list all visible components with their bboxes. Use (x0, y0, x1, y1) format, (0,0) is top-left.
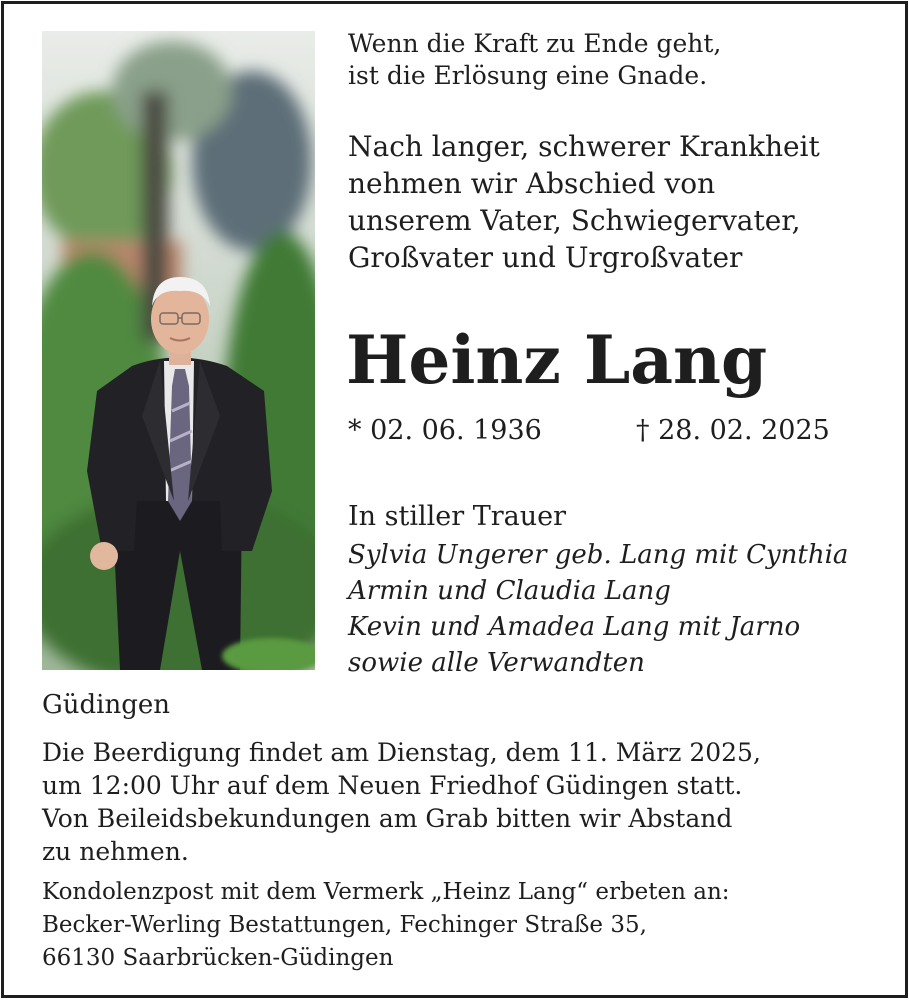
death-date: † 28. 02. 2025 (636, 415, 830, 446)
intro-line: Nach langer, schwerer Krankheit (348, 130, 820, 163)
place-name: Güdingen (42, 690, 170, 720)
portrait-photo (42, 31, 315, 670)
mourner-line: sowie alle Verwandten (348, 648, 645, 678)
intro-line: unserem Vater, Schwiegervater, (348, 204, 801, 237)
intro-line: Großvater und Urgroßvater (348, 241, 743, 274)
mourning-title: In stiller Trauer (348, 501, 567, 532)
condolence-line: Becker-Werling Bestattungen, Fechinger Straße 35, (42, 912, 647, 938)
condolence-line: Kondolenzpost mit dem Vermerk „Heinz Lang“ erbeten an: (42, 879, 730, 905)
condolence-info (42, 876, 730, 975)
mourner-line: Sylvia Ungerer geb. Lang mit Cynthia (348, 540, 849, 570)
deceased-name: Heinz Lang (346, 321, 768, 399)
verse (348, 28, 721, 92)
funeral-line: Die Beerdigung findet am Dienstag, dem 11. März 2025, (42, 738, 761, 767)
condolence-line: 66130 Saarbrücken-Güdingen (42, 945, 394, 971)
mourner-line: Kevin und Amadea Lang mit Jarno (348, 612, 801, 642)
verse-line: Wenn die Kraft zu Ende geht, (348, 29, 722, 58)
funeral-line: Von Beileidsbekundungen am Grab bitten wir Abstand (42, 804, 733, 833)
funeral-info (42, 736, 761, 868)
mourners-list (348, 537, 848, 681)
verse-line: ist die Erlösung eine Gnade. (348, 61, 708, 90)
intro-line: nehmen wir Abschied von (348, 167, 716, 200)
birth-date: * 02. 06. 1936 (348, 415, 542, 446)
funeral-line: zu nehmen. (42, 837, 189, 866)
intro-text (348, 128, 820, 276)
mourner-line: Armin und Claudia Lang (348, 576, 671, 606)
portrait-illustration (42, 31, 315, 670)
funeral-line: um 12:00 Uhr auf dem Neuen Friedhof Güdingen statt. (42, 771, 743, 800)
